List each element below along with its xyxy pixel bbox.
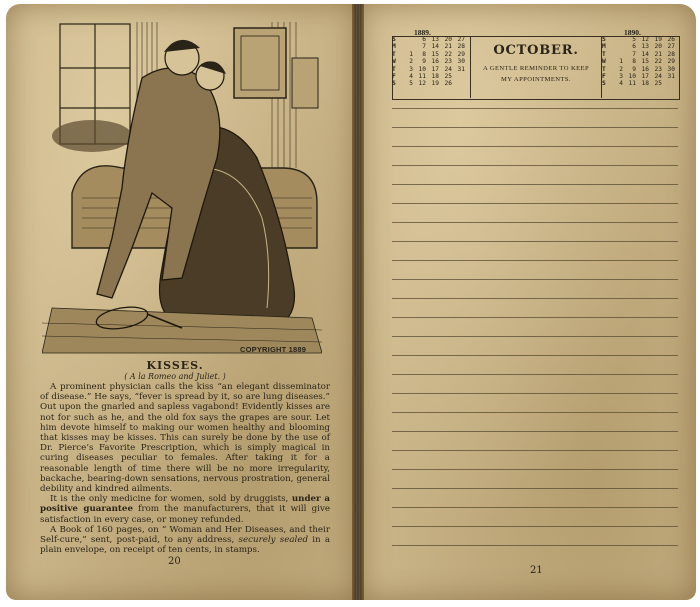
calendar-row: [392, 66, 468, 73]
calendar-row: [602, 80, 678, 87]
calendar-day: 24: [444, 65, 452, 73]
calendar-weekday: S: [392, 80, 396, 88]
calendar-day: 23: [444, 58, 452, 66]
ruled-line: [392, 165, 678, 166]
calendar-weekday: S: [392, 36, 396, 43]
article-paragraph: A prominent physician calls the kiss “an elegant disseminator of disease.” He says, “fever is spread by it, so are lung diseases.” Out upon the gnarled and sapless vagabond! Evidently kisses are not for such as he, and the old fox says the grapes are sour. Let him devote himself to making our women healthy and blooming that kisses may be kisses. This can surely be done by the use of Dr. Pierce’s Favorite Prescription, which is simply magical in curing diseases peculiar to females. After taking it for a reasonable length of time there will be no more irregularity, backache, bearing-down sensations, nervous prostration, general debility and kindred ailments.: [40, 382, 330, 495]
article-body: [40, 382, 330, 555]
calendar-weekday: M: [602, 43, 606, 51]
calendar-day: [610, 51, 623, 58]
calendar-day: 2: [409, 58, 413, 66]
calendar-day: 16: [641, 65, 649, 73]
ruled-line: [392, 184, 678, 185]
calendar-day: 8: [422, 50, 426, 58]
ruled-line: [392, 545, 678, 546]
calendar-day: 11: [418, 73, 426, 81]
calendar-day: 31: [457, 65, 465, 73]
ruled-line: [392, 450, 678, 451]
calendar-day: 13: [641, 43, 649, 51]
calendar-row: [392, 51, 468, 58]
calendar-row: [392, 36, 468, 43]
calendar-day: [662, 80, 675, 87]
calendar-row: [602, 66, 678, 73]
calendar-day: [400, 36, 413, 43]
calendar-weekday: T: [602, 50, 606, 58]
calendar-day: 24: [654, 73, 662, 81]
ruled-line: [392, 146, 678, 147]
calendar-day: 29: [457, 50, 465, 58]
calendar-day: 20: [444, 36, 452, 43]
calendar-weekday: F: [602, 73, 606, 81]
ruled-line: [392, 127, 678, 128]
calendar-day: 2: [619, 65, 623, 73]
calendar-day: 3: [619, 73, 623, 81]
text-run: in a plain envelope, on receipt of ten cents, in stamps.: [40, 535, 331, 556]
guarantee-emphasis: under a positive guarantee: [40, 494, 331, 515]
article-paragraph: [40, 494, 330, 525]
ruled-line: [392, 393, 678, 394]
ruled-line: [392, 469, 678, 470]
calendar-row: [602, 36, 678, 43]
ruled-line: [392, 507, 678, 508]
calendar-day: 15: [641, 58, 649, 66]
calendar-weekday: T: [602, 65, 606, 73]
appointment-lines: [392, 100, 678, 560]
calendar-day: [610, 36, 623, 43]
calendar-weekday: F: [392, 73, 396, 81]
calendar-day: 12: [418, 80, 426, 88]
calendar-day: 17: [431, 65, 439, 73]
calendar-weekday: T: [392, 50, 396, 58]
calendar-day: [610, 43, 623, 50]
calendar-row: [602, 73, 678, 80]
calendar-day: 17: [641, 73, 649, 81]
calendar-day: 30: [457, 58, 465, 66]
ruled-line: [392, 412, 678, 413]
month-tagline: A GENTLE REMINDER TO KEEP MY APPOINTMENTS.: [482, 65, 590, 83]
calendar-day: 19: [431, 80, 439, 88]
calendar-year-1889: 1889.: [414, 28, 431, 37]
calendar-weekday: W: [602, 58, 606, 66]
calendar-row: [392, 80, 468, 87]
ruled-line: [392, 355, 678, 356]
ruled-line: [392, 260, 678, 261]
calendar-day: 4: [409, 73, 413, 81]
calendar-row: [602, 43, 678, 50]
calendar-day: 22: [444, 50, 452, 58]
ruled-line: [392, 526, 678, 527]
ruled-line: [392, 108, 678, 109]
calendar-weekday: M: [392, 43, 396, 51]
copyright-notice: COPYRIGHT 1889: [240, 345, 307, 354]
ruled-line: [392, 203, 678, 204]
calendar-day: 25: [444, 73, 452, 81]
calendar-day: 21: [654, 50, 662, 58]
calendar-day: [452, 80, 465, 87]
calendar-day: 14: [641, 50, 649, 58]
calendar-day: 10: [628, 73, 636, 81]
calendar-day: 16: [431, 58, 439, 66]
calendar-day: 10: [418, 65, 426, 73]
text-run: A Book of 160 pages, on “ Woman and Her Diseases, and their Self-cure,” sent, post-paid, to any address,: [40, 524, 330, 546]
calendar-day: 31: [667, 73, 675, 81]
calendar-weekday: S: [602, 36, 606, 43]
calendar-day: 14: [431, 43, 439, 51]
ruled-line: [392, 488, 678, 489]
calendar-day: 1: [409, 50, 413, 58]
article-subtitle: ( A la Romeo and Juliet. ): [124, 372, 226, 381]
month-title: OCTOBER.: [493, 43, 579, 58]
calendar-day: 7: [632, 50, 636, 58]
sealed-emphasis: securely sealed: [238, 535, 309, 546]
calendar-1889: [392, 36, 468, 98]
calendar-row: [602, 58, 678, 65]
calendar-row: [602, 51, 678, 58]
article-title: KISSES.: [146, 359, 204, 372]
calendar-day: 27: [457, 36, 465, 43]
calendar-day: 28: [667, 50, 675, 58]
calendar-day: 12: [641, 36, 649, 43]
calendar-day: 4: [619, 80, 623, 88]
ruled-line: [392, 298, 678, 299]
calendar-weekday: S: [602, 80, 606, 88]
calendar-day: [452, 73, 465, 80]
calendar-row: [392, 58, 468, 65]
text-run: from the manufacturers, that it will give satisfaction in every case, or money refunded.: [40, 504, 330, 525]
calendar-year-1890: 1890.: [624, 28, 641, 37]
calendar-day: 11: [628, 80, 636, 88]
calendar-day: 13: [431, 36, 439, 43]
book-gutter: [352, 4, 364, 600]
calendar-day: 19: [654, 36, 662, 43]
ruled-line: [392, 317, 678, 318]
engraving-illustration: [42, 18, 322, 358]
text-run: It is the only medicine for women, sold by druggists,: [50, 494, 289, 505]
calendar-day: 18: [431, 73, 439, 81]
calendar-weekday: T: [392, 65, 396, 73]
calendar-day: 26: [667, 36, 675, 43]
ruled-line: [392, 241, 678, 242]
page-number-right: 21: [530, 565, 543, 576]
ruled-line: [392, 336, 678, 337]
calendar-day: 9: [422, 58, 426, 66]
calendar-day: 9: [632, 65, 636, 73]
calendar-day: 30: [667, 65, 675, 73]
calendar-day: 7: [422, 43, 426, 51]
calendar-day: 28: [457, 43, 465, 51]
calendar-day: 25: [654, 80, 662, 88]
calendar-day: 20: [654, 43, 662, 51]
article-paragraph: [40, 525, 330, 556]
calendar-day: 6: [422, 36, 426, 43]
ruled-line: [392, 374, 678, 375]
calendar-day: 15: [431, 50, 439, 58]
ruled-line: [392, 222, 678, 223]
calendar-day: 5: [409, 80, 413, 88]
ruled-line: [392, 431, 678, 432]
calendar-day: 26: [444, 80, 452, 88]
calendar-1890: [602, 36, 678, 98]
calendar-row: [392, 43, 468, 50]
calendar-day: 23: [654, 65, 662, 73]
calendar-day: 21: [444, 43, 452, 51]
calendar-day: 29: [667, 58, 675, 66]
calendar-weekday: W: [392, 58, 396, 66]
calendar-day: [400, 43, 413, 50]
calendar-day: 5: [632, 36, 636, 43]
month-header: [470, 36, 602, 98]
page-number-left: 20: [168, 556, 181, 567]
calendar-day: 22: [654, 58, 662, 66]
calendar-day: 3: [409, 65, 413, 73]
ruled-line: [392, 279, 678, 280]
calendar-day: 6: [632, 43, 636, 51]
calendar-row: [392, 73, 468, 80]
calendar-day: 18: [641, 80, 649, 88]
calendar-day: 27: [667, 43, 675, 51]
calendar-day: 1: [619, 58, 623, 66]
calendar-day: 8: [632, 58, 636, 66]
